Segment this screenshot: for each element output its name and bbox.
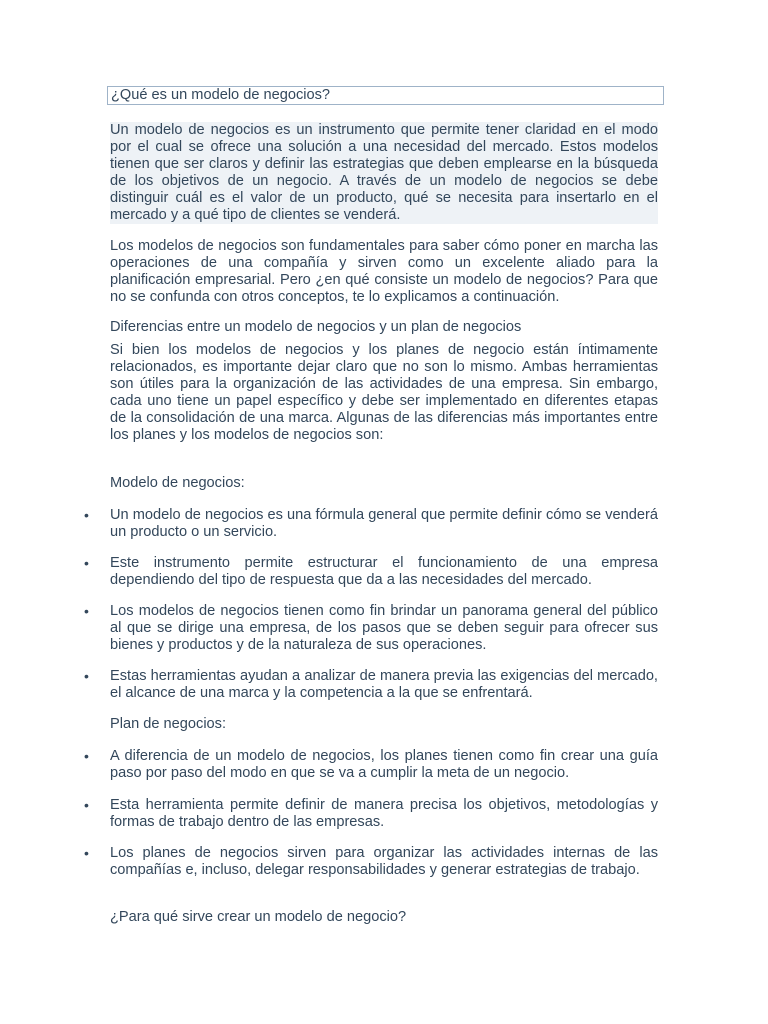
document-title: ¿Qué es un modelo de negocios? [107, 86, 664, 105]
intro-paragraph: Un modelo de negocios es un instrumento que permite tener claridad en el modo por el cual se ofrece una solución a una necesidad del mercado. Estos modelos tienen que ser claros y definir las estrategias que deben emplearse en la búsqueda de los objetivos de un negocio. A través de un modelo de negocios se debe distinguir cuál es el valor de un producto, qué se necesita para insertarlo en el mercado y a qué tipo de clientes se venderá. [110, 122, 658, 223]
paragraph-3: Si bien los modelos de negocios y los planes de negocio están íntimamente relacionados, es importante dejar claro que no son lo mismo. Ambas herramientas son útiles para la organización de las actividades de una empresa. Sin embargo, cada uno tiene un papel específico y debe ser implementado en diferentes etapas de la consolidación de una marca. Algunas de las diferencias más importantes entre los planes y los modelos de negocios son: [110, 342, 658, 443]
bullet-icon: • [84, 507, 89, 523]
closing-question: ¿Para qué sirve crear un modelo de negocio? [110, 909, 407, 925]
section-heading: Diferencias entre un modelo de negocios y un plan de negocios [110, 319, 522, 335]
list-item-text: Los planes de negocios sirven para organizar las actividades internas de las compañías e, incluso, delegar responsabilidades y generar estrategias de trabajo. [110, 845, 658, 878]
list-item-text: Los modelos de negocios tienen como fin brindar un panorama general del público al que se dirige una empresa, de los pasos que se deben seguir para ofrecer sus bienes y productos y de la naturaleza de sus operaciones. [110, 603, 658, 653]
list-item-text: Un modelo de negocios es una fórmula general que permite definir cómo se venderá un producto o un servicio. [110, 507, 658, 540]
bullet-icon: • [84, 603, 89, 619]
plan-label: Plan de negocios: [110, 716, 227, 732]
bullet-icon: • [84, 555, 89, 571]
list-item-text: Esta herramienta permite definir de manera precisa los objetivos, metodologías y formas de trabajo dentro de las empresas. [110, 797, 658, 830]
bullet-icon: • [84, 748, 89, 764]
bullet-icon: • [84, 845, 89, 861]
model-label: Modelo de negocios: [110, 475, 245, 491]
list-item-text: A diferencia de un modelo de negocios, los planes tienen como fin crear una guía paso por paso del modo en que se va a cumplir la meta de un negocio. [110, 748, 658, 781]
list-item-text: Este instrumento permite estructurar el funcionamiento de una empresa dependiendo del tipo de respuesta que da a las necesidades del mercado. [110, 555, 658, 588]
bullet-icon: • [84, 668, 89, 684]
bullet-icon: • [84, 797, 89, 813]
list-item-text: Estas herramientas ayudan a analizar de manera previa las exigencias del mercado, el alcance de una marca y la competencia a la que se enfrentará. [110, 668, 658, 701]
paragraph-2: Los modelos de negocios son fundamentales para saber cómo poner en marcha las operaciones de una compañía y sirven como un excelente aliado para la planificación empresarial. Pero ¿en qué consiste un modelo de negocios? Para que no se confunda con otros conceptos, te lo explicamos a continuación. [110, 238, 658, 305]
